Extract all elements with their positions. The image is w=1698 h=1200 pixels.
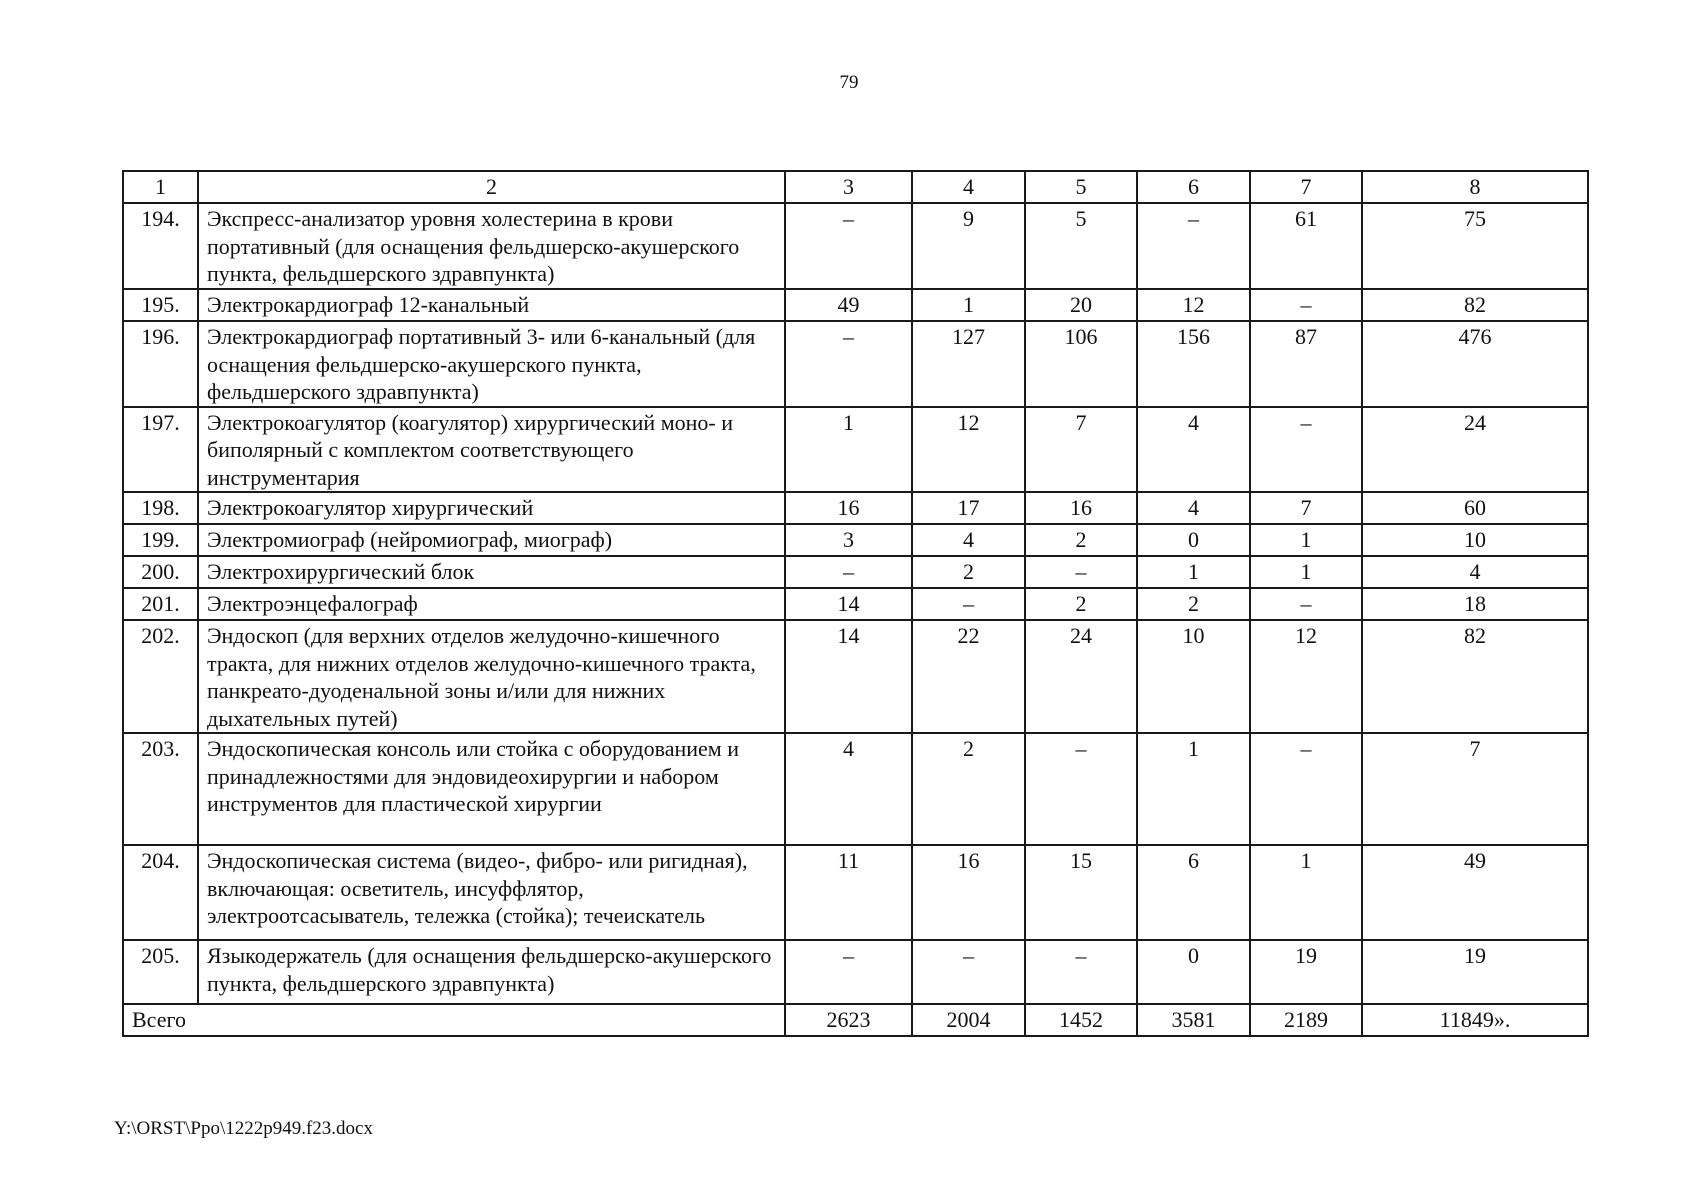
value-cell: – — [1250, 289, 1362, 321]
value-cell: – — [1025, 940, 1137, 1004]
value-cell: – — [785, 203, 912, 289]
value-cell: 127 — [912, 321, 1025, 407]
total-value: 3581 — [1137, 1004, 1250, 1036]
value-cell: 16 — [785, 492, 912, 524]
equipment-table — [122, 170, 1589, 1037]
table-row — [123, 289, 1588, 321]
value-cell: 17 — [912, 492, 1025, 524]
table-row — [123, 620, 1588, 733]
header-cell: 5 — [1025, 171, 1137, 203]
value-cell: 24 — [1362, 407, 1588, 493]
value-cell: 7 — [1250, 492, 1362, 524]
table-row — [123, 407, 1588, 493]
value-cell: 75 — [1362, 203, 1588, 289]
header-cell: 6 — [1137, 171, 1250, 203]
header-cell: 1 — [123, 171, 198, 203]
item-name: Эндоскоп (для верхних отделов желудочно-кишечного тракта, для нижних отделов желудочно-кишечного тракта, панкреато-дуоденальной зоны и/или для нижних дыхательных путей) — [198, 620, 785, 733]
value-cell: 11 — [785, 845, 912, 940]
item-name: Электрокардиограф портативный 3- или 6-канальный (для оснащения фельдшерско-акушерского пункта, фельдшерского здравпункта) — [198, 321, 785, 407]
total-value: 2189 — [1250, 1004, 1362, 1036]
value-cell: 4 — [785, 733, 912, 845]
row-number: 201. — [123, 588, 198, 620]
row-number: 203. — [123, 733, 198, 845]
total-value: 2004 — [912, 1004, 1025, 1036]
value-cell: 10 — [1362, 524, 1588, 556]
value-cell: – — [1025, 556, 1137, 588]
value-cell: 1 — [1137, 733, 1250, 845]
value-cell: 16 — [1025, 492, 1137, 524]
value-cell: – — [912, 588, 1025, 620]
table-row — [123, 203, 1588, 289]
value-cell: 7 — [1025, 407, 1137, 493]
header-cell: 2 — [198, 171, 785, 203]
value-cell: 20 — [1025, 289, 1137, 321]
value-cell: 82 — [1362, 620, 1588, 733]
value-cell: 2 — [1025, 588, 1137, 620]
value-cell: 4 — [1137, 492, 1250, 524]
value-cell: 4 — [1362, 556, 1588, 588]
row-number: 202. — [123, 620, 198, 733]
value-cell: 24 — [1025, 620, 1137, 733]
value-cell: 2 — [1137, 588, 1250, 620]
row-number: 195. — [123, 289, 198, 321]
value-cell: 16 — [912, 845, 1025, 940]
value-cell: 1 — [1250, 556, 1362, 588]
total-value: 1452 — [1025, 1004, 1137, 1036]
header-cell: 8 — [1362, 171, 1588, 203]
table-row — [123, 524, 1588, 556]
row-number: 196. — [123, 321, 198, 407]
value-cell: 3 — [785, 524, 912, 556]
value-cell: – — [1250, 588, 1362, 620]
footer-file-path: Y:\ORST\Ppo\1222p949.f23.docx — [114, 1118, 373, 1139]
item-name: Эндоскопическая консоль или стойка с оборудованием и принадлежностями для эндовидеохирургии и набором инструментов для пластической хирургии — [198, 733, 785, 845]
value-cell: 19 — [1250, 940, 1362, 1004]
value-cell: 1 — [785, 407, 912, 493]
value-cell: 49 — [1362, 845, 1588, 940]
value-cell: 49 — [785, 289, 912, 321]
table-row — [123, 492, 1588, 524]
item-name: Экспресс-анализатор уровня холестерина в крови портативный (для оснащения фельдшерско-акушерского пункта, фельдшерского здравпункта) — [198, 203, 785, 289]
value-cell: 0 — [1137, 524, 1250, 556]
value-cell: 19 — [1362, 940, 1588, 1004]
value-cell: – — [785, 556, 912, 588]
value-cell: 2 — [912, 556, 1025, 588]
value-cell: 22 — [912, 620, 1025, 733]
header-cell: 3 — [785, 171, 912, 203]
value-cell: 106 — [1025, 321, 1137, 407]
value-cell: 4 — [912, 524, 1025, 556]
total-label: Всего — [123, 1004, 785, 1036]
header-cell: 4 — [912, 171, 1025, 203]
value-cell: 2 — [1025, 524, 1137, 556]
table-row — [123, 733, 1588, 845]
table-row — [123, 588, 1588, 620]
value-cell: 156 — [1137, 321, 1250, 407]
value-cell: 14 — [785, 588, 912, 620]
row-number: 204. — [123, 845, 198, 940]
row-number: 205. — [123, 940, 198, 1004]
value-cell: – — [1025, 733, 1137, 845]
item-name: Языкодержатель (для оснащения фельдшерско-акушерского пункта, фельдшерского здравпункта) — [198, 940, 785, 1004]
header-cell: 7 — [1250, 171, 1362, 203]
value-cell: 1 — [1137, 556, 1250, 588]
value-cell: 18 — [1362, 588, 1588, 620]
value-cell: 476 — [1362, 321, 1588, 407]
value-cell: 60 — [1362, 492, 1588, 524]
value-cell: 10 — [1137, 620, 1250, 733]
item-name: Электрокардиограф 12-канальный — [198, 289, 785, 321]
value-cell: 1 — [1250, 845, 1362, 940]
value-cell: – — [1250, 407, 1362, 493]
row-number: 199. — [123, 524, 198, 556]
value-cell: 12 — [1137, 289, 1250, 321]
item-name: Электроэнцефалограф — [198, 588, 785, 620]
value-cell: 14 — [785, 620, 912, 733]
value-cell: 5 — [1025, 203, 1137, 289]
item-name: Электрохирургический блок — [198, 556, 785, 588]
table-row — [123, 556, 1588, 588]
item-name: Электромиограф (нейромиограф, миограф) — [198, 524, 785, 556]
row-number: 194. — [123, 203, 198, 289]
row-number: 200. — [123, 556, 198, 588]
value-cell: 12 — [912, 407, 1025, 493]
value-cell: 2 — [912, 733, 1025, 845]
value-cell: – — [785, 321, 912, 407]
row-number: 198. — [123, 492, 198, 524]
table-row — [123, 845, 1588, 940]
page-number: 79 — [839, 72, 859, 93]
item-name: Электрокоагулятор хирургический — [198, 492, 785, 524]
value-cell: 1 — [912, 289, 1025, 321]
value-cell: 4 — [1137, 407, 1250, 493]
value-cell: 0 — [1137, 940, 1250, 1004]
row-number: 197. — [123, 407, 198, 493]
total-row — [123, 1004, 1588, 1036]
value-cell: 82 — [1362, 289, 1588, 321]
value-cell: 12 — [1250, 620, 1362, 733]
value-cell: – — [785, 940, 912, 1004]
table-row — [123, 940, 1588, 1004]
value-cell: – — [1250, 733, 1362, 845]
value-cell: 15 — [1025, 845, 1137, 940]
table-header-row — [123, 171, 1588, 203]
value-cell: – — [912, 940, 1025, 1004]
value-cell: 9 — [912, 203, 1025, 289]
value-cell: 1 — [1250, 524, 1362, 556]
value-cell: 87 — [1250, 321, 1362, 407]
value-cell: – — [1137, 203, 1250, 289]
total-value: 11849». — [1362, 1004, 1588, 1036]
table-row — [123, 321, 1588, 407]
total-value: 2623 — [785, 1004, 912, 1036]
value-cell: 7 — [1362, 733, 1588, 845]
value-cell: 6 — [1137, 845, 1250, 940]
item-name: Электрокоагулятор (коагулятор) хирургический моно- и биполярный с комплектом соответствующего инструментария — [198, 407, 785, 493]
item-name: Эндоскопическая система (видео-, фибро- или ригидная), включающая: осветитель, инсуффлятор, электроотсасыватель, тележка (стойка); течеискатель — [198, 845, 785, 940]
value-cell: 61 — [1250, 203, 1362, 289]
